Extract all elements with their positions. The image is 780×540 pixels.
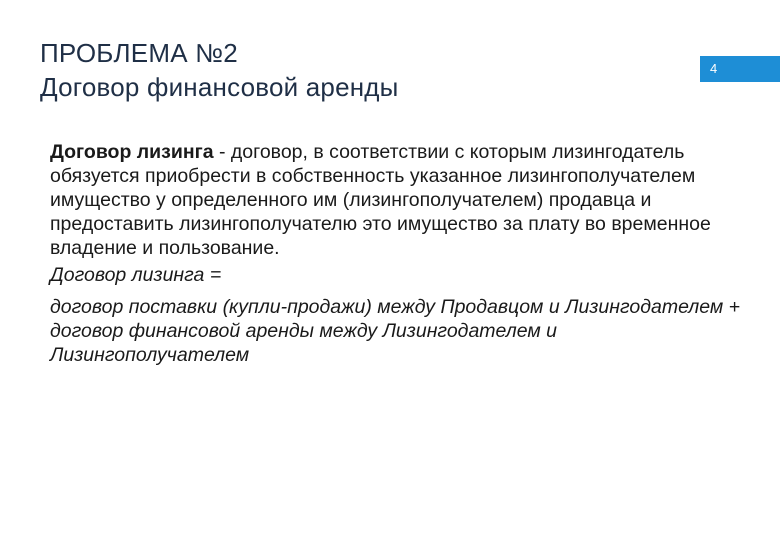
formula-supply-contract: договор поставки (купли-продажи) между Продавцом и Лизингодателем + bbox=[50, 296, 741, 318]
slide-body bbox=[50, 140, 750, 367]
formula-finance-lease-contract: договор финансовой аренды между Лизингодателем и Лизингополучателем bbox=[50, 320, 557, 366]
formula-heading: Договор лизинга = bbox=[50, 264, 222, 286]
definition-text: - договор, в соответствии с которым лизингодатель обязуется приобрести в собственность указанное лизингополучателем имущество у определенного им (лизингополучателем) продавца и предоставить лизингополучателю это имущество за плату во временное владение и пользование. bbox=[50, 141, 711, 259]
page-number-badge: 4 bbox=[700, 56, 780, 82]
definition-term: Договор лизинга bbox=[50, 141, 214, 163]
slide-title bbox=[40, 36, 660, 104]
title-line-2: Договор финансовой аренды bbox=[40, 72, 399, 102]
title-line-1: ПРОБЛЕМА №2 bbox=[40, 38, 238, 68]
definition-paragraph bbox=[50, 140, 750, 260]
